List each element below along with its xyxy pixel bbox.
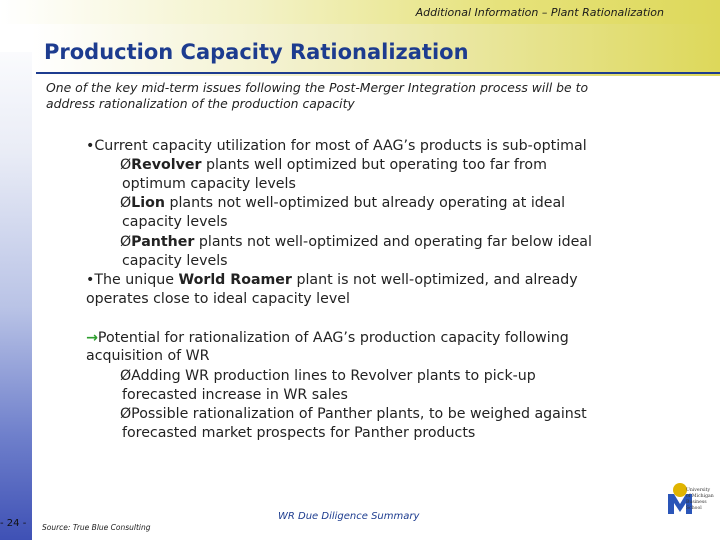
bullet-world-roamer xyxy=(86,271,578,291)
intro-line-2: address rationalization of the production capacity xyxy=(46,96,355,111)
section-header: Additional Information – Plant Rationalization xyxy=(415,6,664,19)
potential-line-1: Potential for rationalization of AAG’s production capacity following xyxy=(97,330,569,346)
potential-sub-2-text: Possible rationalization of Panther plants, to be weighed against xyxy=(131,406,587,422)
potential-heading xyxy=(86,329,569,349)
logo-wordmark xyxy=(686,488,718,512)
arrow-bullet-icon: Ø xyxy=(120,195,132,211)
bullet-world-roamer-cont: operates close to ideal capacity level xyxy=(86,291,350,307)
arrow-bullet-icon: Ø xyxy=(120,157,132,173)
world-roamer-text: plant is not well-optimized, and already xyxy=(291,272,578,288)
lion-text: plants not well-optimized but already operating at ideal xyxy=(164,195,566,211)
potential-sub-2-cont: forecasted market prospects for Panther products xyxy=(122,425,476,441)
panther-name: Panther xyxy=(131,234,195,250)
logo-line-1: University xyxy=(686,488,711,493)
page-number: - 24 - xyxy=(0,518,27,529)
sub-bullet-panther xyxy=(120,233,592,253)
footer-title: WR Due Diligence Summary xyxy=(278,511,420,522)
left-gradient-strip xyxy=(0,24,32,540)
potential-sub-2 xyxy=(120,405,587,425)
sub-bullet-panther-cont: capacity levels xyxy=(122,253,228,269)
logo-line-3: Business xyxy=(686,500,707,505)
sub-bullet-lion xyxy=(120,194,565,214)
logo-line-4: School xyxy=(686,506,702,511)
arrow-bullet-icon: Ø xyxy=(120,234,132,250)
potential-sub-1 xyxy=(120,367,536,387)
intro-line-1: One of the key mid-term issues following the Post-Merger Integration process will be to xyxy=(46,80,589,95)
logo-line-2: of Michigan xyxy=(686,494,714,499)
title-underline xyxy=(36,72,720,74)
revolver-name: Revolver xyxy=(131,157,202,173)
green-arrow-icon: → xyxy=(86,330,98,346)
sub-bullet-lion-cont: capacity levels xyxy=(122,214,228,230)
lion-name: Lion xyxy=(131,195,165,211)
potential-sub-1-cont: forecasted increase in WR sales xyxy=(122,387,348,403)
revolver-text: plants well optimized but operating too far from xyxy=(201,157,547,173)
sub-bullet-revolver-cont: optimum capacity levels xyxy=(122,176,296,192)
potential-line-2: acquisition of WR xyxy=(86,348,210,364)
arrow-bullet-icon: Ø xyxy=(120,406,132,422)
slide-title: Production Capacity Rationalization xyxy=(44,40,469,64)
sub-bullet-revolver xyxy=(120,156,547,176)
source-note: Source: True Blue Consulting xyxy=(42,523,151,532)
panther-text: plants not well-optimized and operating far below ideal xyxy=(194,234,592,250)
bullet-capacity-utilization: •Current capacity utilization for most of AAG’s products is sub-optimal xyxy=(86,138,587,154)
left-strip-gap xyxy=(0,24,32,52)
world-roamer-pre: •The unique xyxy=(86,272,179,288)
potential-sub-1-text: Adding WR production lines to Revolver plants to pick-up xyxy=(131,368,536,384)
world-roamer-name: World Roamer xyxy=(178,272,292,288)
arrow-bullet-icon: Ø xyxy=(120,368,132,384)
intro-text xyxy=(46,80,686,112)
